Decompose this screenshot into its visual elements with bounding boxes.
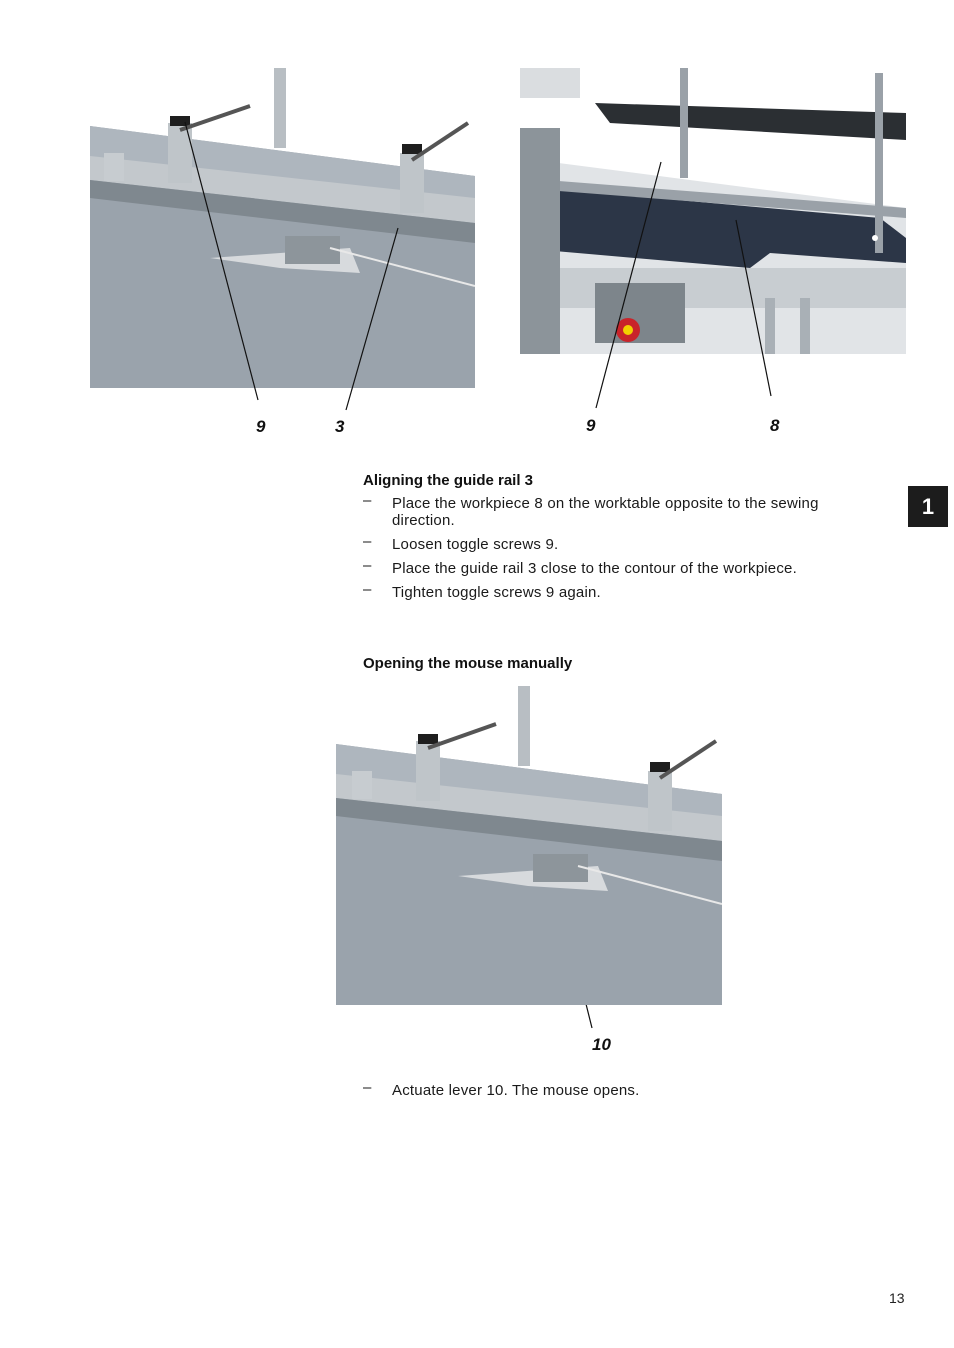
callout-label-fig3-10: 10	[592, 1035, 611, 1054]
instruction-step	[363, 1079, 883, 1099]
photo-guide-rail-closeup	[90, 68, 475, 388]
page-number: 13	[889, 1290, 905, 1306]
callout-label-fig2-8: 8	[770, 416, 780, 435]
step-text: Actuate lever 10. The mouse opens.	[392, 1082, 640, 1099]
step-dash: –	[363, 581, 372, 598]
instruction-step	[363, 492, 883, 529]
callout-label-fig1-9: 9	[256, 417, 266, 436]
instruction-step	[363, 533, 883, 553]
step-dash: –	[363, 557, 372, 574]
chapter-tab: 1	[908, 486, 948, 527]
callout-label-fig1-3: 3	[335, 417, 345, 436]
callout-label-fig2-9: 9	[586, 416, 596, 435]
step-text: Loosen toggle screws 9.	[392, 536, 559, 553]
photo-worktable-overview	[520, 68, 906, 354]
step-text: Place the workpiece 8 on the worktable opposite to the sewing direction.	[392, 495, 819, 529]
photo-mouse-lever	[336, 686, 722, 1005]
step-dash: –	[363, 492, 372, 509]
section-heading-align-guide-rail: Aligning the guide rail 3	[363, 472, 534, 489]
step-text: Place the guide rail 3 close to the contour of the workpiece.	[392, 560, 797, 577]
instruction-step	[363, 581, 883, 601]
step-text: Tighten toggle screws 9 again.	[392, 584, 601, 601]
step-dash: –	[363, 1079, 372, 1096]
step-dash: –	[363, 533, 372, 550]
instruction-step	[363, 557, 883, 577]
section-heading-open-mouse: Opening the mouse manually	[363, 655, 573, 672]
